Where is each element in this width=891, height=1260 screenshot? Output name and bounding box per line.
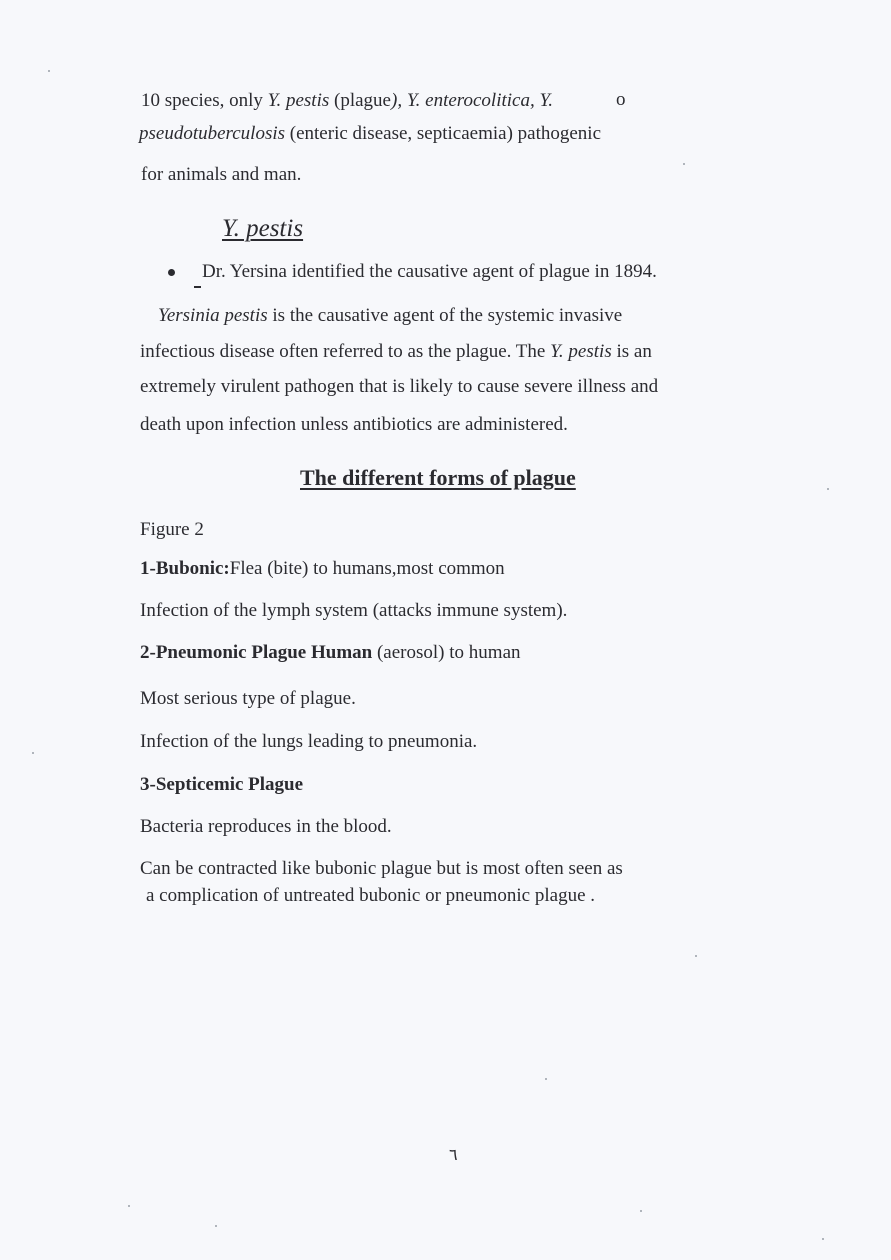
septicemic-detail-line-1 bbox=[140, 815, 392, 839]
section-heading-forms: The different forms of plague bbox=[300, 465, 576, 490]
septicemic-detail-line-3 bbox=[146, 884, 595, 908]
paragraph-text: extremely virulent pathogen that is likely to cause severe illness and bbox=[140, 376, 659, 397]
paragraph-line-3 bbox=[140, 375, 658, 399]
bullet-dot-icon bbox=[168, 269, 175, 276]
margin-mark: o bbox=[616, 89, 626, 110]
septicemic-title: 3-Septicemic Plague bbox=[140, 774, 304, 795]
paragraph-text: infectious disease often referred to as the plague. The bbox=[140, 341, 551, 362]
species-name: Y. pestis bbox=[550, 341, 612, 362]
intro-text: for animals and man. bbox=[141, 164, 302, 185]
intro-text: 10 species, only bbox=[141, 90, 268, 111]
scan-speck bbox=[683, 163, 685, 165]
pneumonic-title-line bbox=[140, 641, 521, 665]
species-name: Y. enterocolitica, Y. bbox=[406, 90, 554, 111]
paragraph-text: death upon infection unless antibiotics are administered. bbox=[140, 414, 568, 435]
figure-label-text: Figure 2 bbox=[140, 519, 204, 540]
species-name: Y. pestis bbox=[267, 90, 335, 111]
paragraph-text: is an bbox=[611, 341, 652, 362]
bullet-text bbox=[202, 260, 657, 284]
intro-line-3 bbox=[141, 163, 301, 187]
pneumonic-detail-line-1 bbox=[140, 687, 356, 711]
page-number: ٦ bbox=[449, 1147, 458, 1164]
pneumonic-detail-line-2 bbox=[140, 730, 477, 754]
intro-text: ), bbox=[391, 90, 407, 111]
paragraph-line-1 bbox=[158, 304, 622, 328]
scan-speck bbox=[48, 70, 50, 72]
pneumonic-title: 2-Pneumonic Plague Human bbox=[140, 642, 373, 663]
bubonic-title-line bbox=[140, 557, 505, 581]
septicemic-detail-line-2 bbox=[140, 857, 623, 881]
bubonic-title: 1-Bubonic: bbox=[140, 558, 230, 579]
septicemic-detail: a complication of untreated bubonic or pneumonic plague . bbox=[146, 885, 595, 906]
pneumonic-desc: (aerosol) to human bbox=[372, 642, 521, 663]
septicemic-detail: Can be contracted like bubonic plague but is most often seen as bbox=[140, 858, 623, 879]
intro-line-2 bbox=[139, 122, 601, 146]
bubonic-detail: Infection of the lymph system (attacks immune system). bbox=[140, 600, 568, 621]
figure-label bbox=[140, 518, 204, 542]
septicemic-title-line bbox=[140, 773, 303, 797]
scan-speck bbox=[827, 488, 829, 490]
paragraph-text: is the causative agent of the systemic invasive bbox=[267, 305, 623, 326]
septicemic-detail: Bacteria reproduces in the blood. bbox=[140, 816, 392, 837]
paragraph-line-4 bbox=[140, 413, 568, 437]
bubonic-detail-line bbox=[140, 599, 567, 623]
intro-text: (enteric disease, septicaemia) pathogenic bbox=[285, 123, 602, 144]
bubonic-desc: Flea (bite) to humans,most common bbox=[229, 558, 505, 579]
intro-text: (plague bbox=[334, 90, 391, 111]
bullet-dash-icon bbox=[194, 286, 201, 288]
scan-speck bbox=[128, 1205, 130, 1207]
bullet-line: Dr. Yersina identified the causative agent of plague in 1894. bbox=[202, 261, 657, 282]
scan-speck bbox=[822, 1238, 824, 1240]
scan-speck bbox=[545, 1078, 547, 1080]
species-name: pseudotuberculosis bbox=[139, 123, 286, 144]
intro-line-1 bbox=[141, 89, 553, 113]
pneumonic-detail: Infection of the lungs leading to pneumonia. bbox=[140, 731, 478, 752]
scan-speck bbox=[215, 1225, 217, 1227]
section-heading-ypestis: Y. pestis bbox=[222, 215, 304, 242]
scan-speck bbox=[640, 1210, 642, 1212]
pneumonic-detail: Most serious type of plague. bbox=[140, 688, 356, 709]
species-name: Yersinia pestis bbox=[158, 305, 268, 326]
scan-speck bbox=[32, 752, 34, 754]
paragraph-line-2 bbox=[140, 340, 652, 364]
scan-speck bbox=[695, 955, 697, 957]
